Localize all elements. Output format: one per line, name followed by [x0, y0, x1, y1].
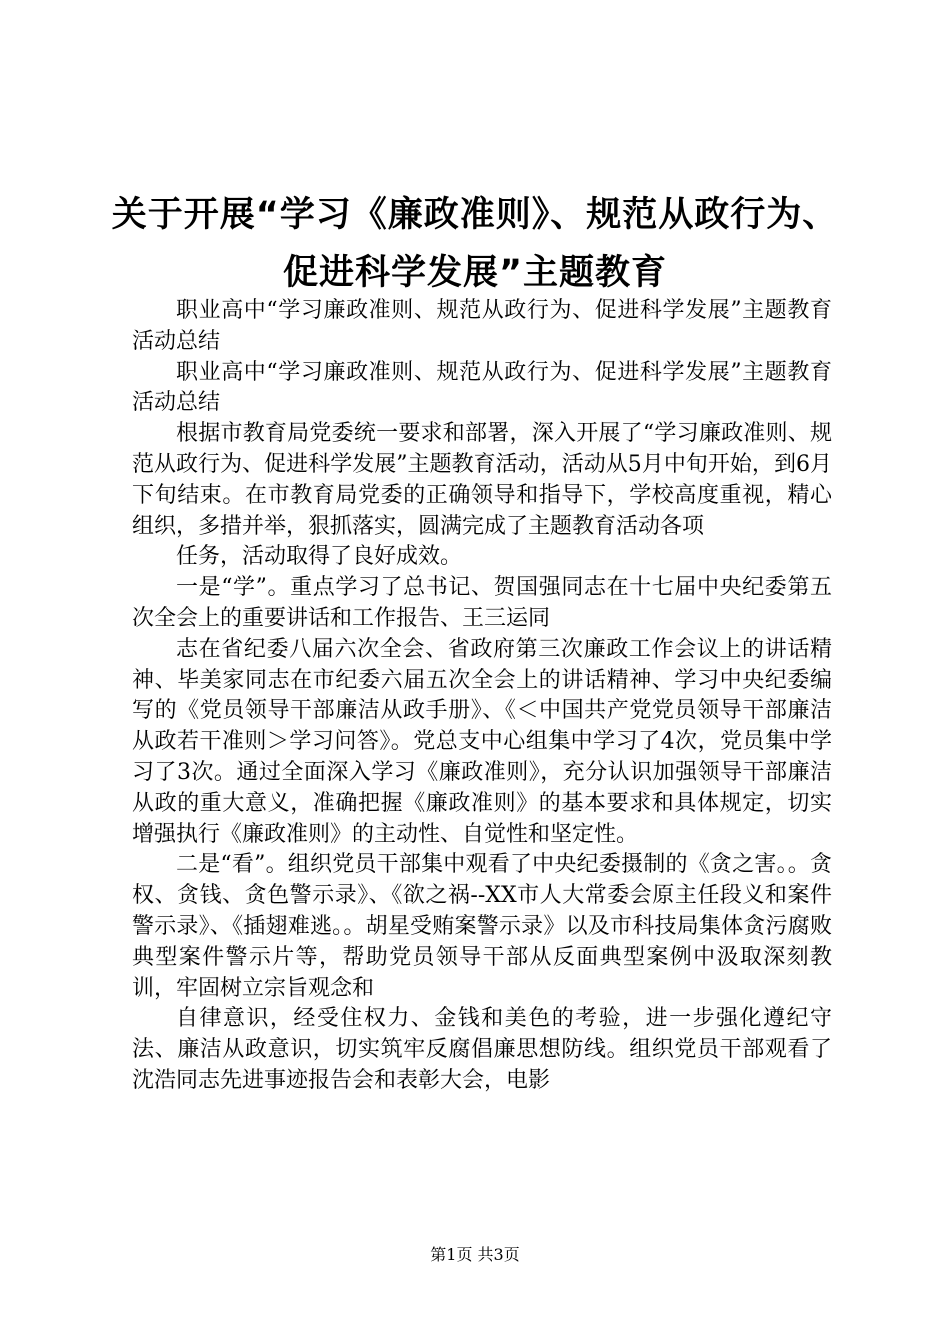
- page-footer: 第1页 共3页: [430, 1245, 520, 1264]
- document-title: [100, 186, 850, 302]
- paragraph-3: 根据市教育局党委统一要求和部署，深入开展了“学习廉政准则、规范从政行为、促进科学发展”主题教育活动，活动从5月中旬开始，到6月下旬结束。在市教育局党委的正确领导和指导下，学校高度重视，精心组织，多措并举，狠抓落实，圆满完成了主题教育活动各项: [132, 421, 832, 539]
- paragraph-4: 任务，活动取得了良好成效。: [176, 544, 463, 570]
- paragraph-8: 自律意识，经受住权力、金钱和美色的考验，进一步强化遵纪守法、廉洁从政意识，切实筑牢反腐倡廉思想防线。组织党员干部观看了沈浩同志先进事迹报告会和表彰大会，电影: [132, 1006, 832, 1093]
- document-body: [132, 296, 832, 1097]
- paragraph-5: 一是“学”。重点学习了总书记、贺国强同志在十七届中央纪委第五次全会上的重要讲话和工作报告、王三运同: [132, 575, 832, 631]
- paragraph-1: 职业高中“学习廉政准则、规范从政行为、促进科学发展”主题教育活动总结: [132, 298, 832, 354]
- paragraph-2: 职业高中“学习廉政准则、规范从政行为、促进科学发展”主题教育活动总结: [132, 359, 832, 416]
- title-line-2: 促进科学发展”主题教育: [282, 253, 667, 293]
- title-line-1: 关于开展“学习《廉政准则》、规范从政行为、: [111, 195, 839, 235]
- paragraph-6: 志在省纪委八届六次全会、省政府第三次廉政工作会议上的讲话精神、毕美家同志在市纪委六届五次全会上的讲话精神、学习中央纪委编写的《党员领导干部廉洁从政手册》、《＜中国共产党党员领导干部廉洁从政若干准则＞学习问答》。党总支中心组集中学习了4次，党员集中学习了3次。通过全面深入学习《廉政准则》，充分认识加强领导干部廉洁从政的重大意义，准确把握《廉政准则》的基本要求和具体规定，切实增强执行《廉政准则》的主动性、自觉性和坚定性。: [132, 636, 832, 847]
- paragraph-7: 二是“看”。组织党员干部集中观看了中央纪委摄制的《贪之害。。贪权、贪钱、贪色警示录》、《欲之祸--XX市人大常委会原主任段义和案件警示录》、《插翅难逃。。胡星受贿案警示录》以及市科技局集体贪污腐败典型案件警示片等，帮助党员领导干部从反面典型案例中汲取深刻教训，牢固树立宗旨观念和: [132, 852, 832, 1001]
